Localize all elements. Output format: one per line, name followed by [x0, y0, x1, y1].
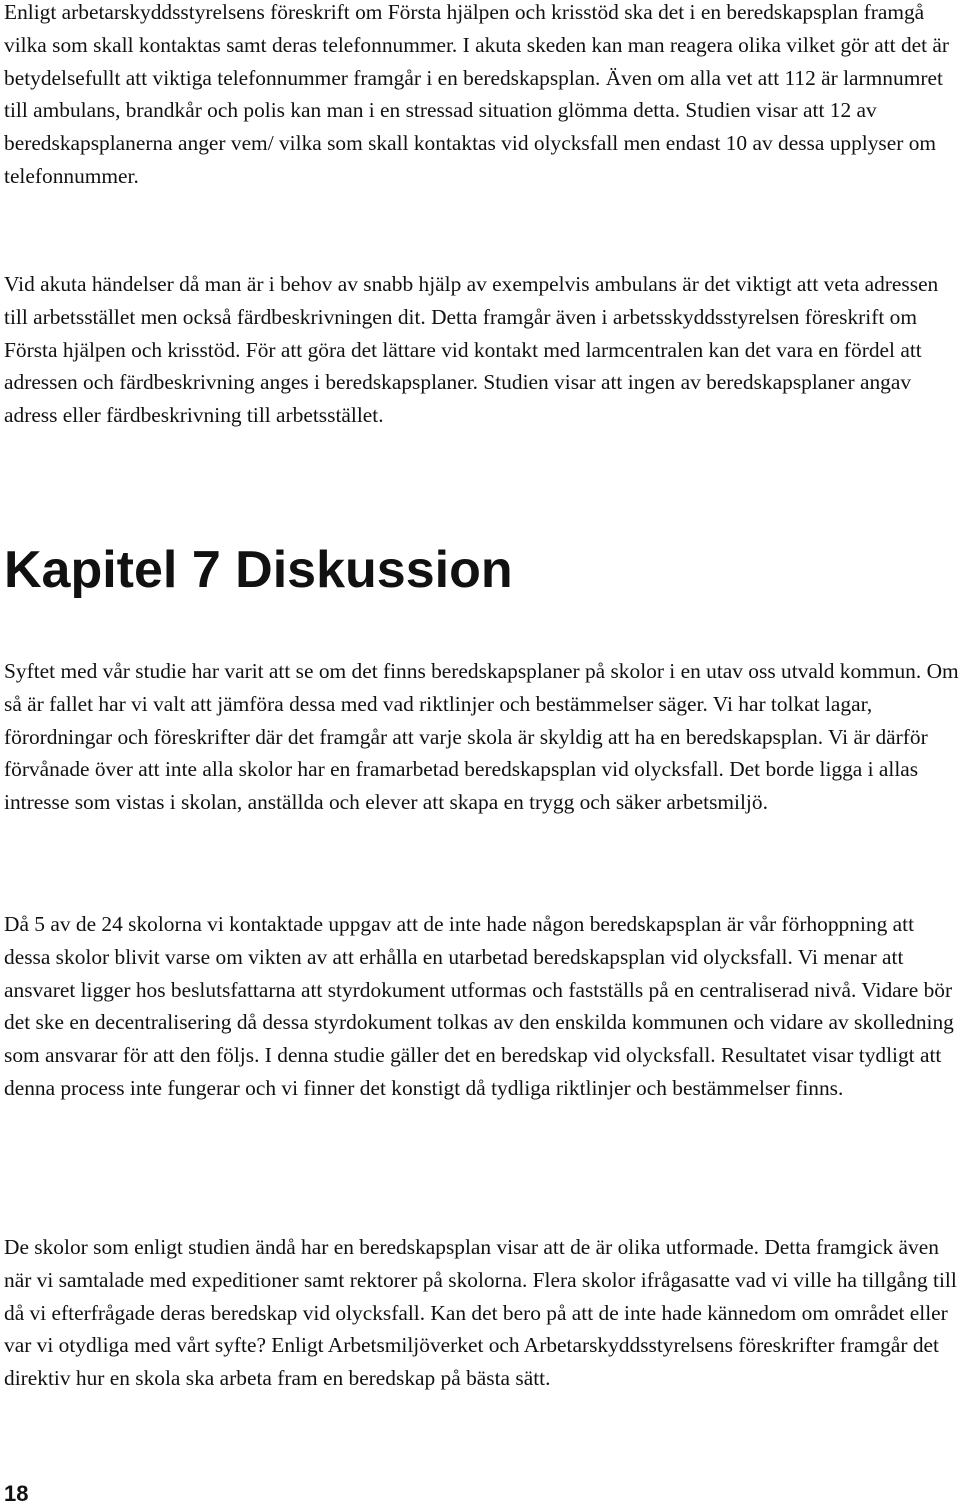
paragraph-study-purpose: Syftet med vår studie har varit att se om det finns beredskapsplaner på skolor i en utav oss utvald kommun. Om så är fallet har vi valt att jämföra dessa med vad riktlinjer och bestämmelser säger. Vi har tolkat lagar, förordningar och föreskrifter där det framgår att varje skola är skyldig att ha en beredskapsplan. Vi är därför förvånade över att inte alla skolor har en framarbetad beredskapsplan vid olycksfall. Det borde ligga i allas intresse som vistas i skolan, anställda och elever att skapa en trygg och säker arbetsmiljö. — [4, 659, 959, 815]
chapter-heading: Kapitel 7 Diskussion — [4, 541, 513, 599]
paragraph-schools-without-plan: Då 5 av de 24 skolorna vi kontaktade uppgav att de inte hade någon beredskapsplan är vår förhoppning att dessa skolor blivit varse om vikten av att erhålla en utarbetad beredskapsplan vid olycksfall. Vi menar att ansvaret ligger hos beslutsfattarna att styrdokument utformas och fastställs på en centraliserad nivå. Vidare bör det ske en decentralisering då dessa styrdokument tolkas av den enskilda kommunen och vidare av skolledning som ansvarar för att den följs. I denna studie gäller det en beredskap vid olycksfall. Resultatet visar tydligt att denna process inte fungerar och vi finner det konstigt då tydliga riktlinjer och bestämmelser finns. — [4, 912, 954, 1100]
page-number: 18 — [4, 1481, 29, 1506]
paragraph-plan-differences: De skolor som enligt studien ändå har en beredskapsplan visar att de är olika utformade. Detta framgick även när vi samtalade med expeditioner samt rektorer på skolorna. Flera skolor ifrågasatte vad vi ville ha tillgång till då vi efterfrågade deras beredskap vid olycksfall. Kan det bero på att de inte hade kännedom om området eller var vi otydliga med vårt syfte? Enligt Arbetsmiljöverket och Arbetarskyddsstyrelsens föreskrifter framgår det direktiv hur en skola ska arbeta fram en beredskap på bästa sätt. — [4, 1235, 957, 1391]
paragraph-first-aid-phone-numbers: Enligt arbetarskyddsstyrelsens föreskrift om Första hjälpen och krisstöd ska det i en beredskapsplan framgå vilka som skall kontaktas samt deras telefonnummer. I akuta skeden kan man reagera olika vilket gör att det är betydelsefullt att viktiga telefonnummer framgår i en beredskapsplan. Även om alla vet att 112 är larmnumret till ambulans, brandkår och polis kan man i en stressad situation glömma detta. Studien visar att 12 av beredskapsplanerna anger vem/ vilka som skall kontaktas vid olycksfall men endast 10 av dessa upplyser om telefonnummer. — [4, 0, 950, 188]
paragraph-address-directions: Vid akuta händelser då man är i behov av snabb hjälp av exempelvis ambulans är det viktigt att veta adressen till arbetsstället men också färdbeskrivningen dit. Detta framgår även i arbetsskyddsstyrelsen föreskrift om Första hjälpen och krisstöd. För att göra det lättare vid kontakt med larmcentralen kan det vara en fördel att adressen och färdbeskrivning anges i beredskapsplaner. Studien visar att ingen av beredskapsplaner angav adress eller färdbeskrivning till arbetsstället. — [4, 272, 939, 428]
